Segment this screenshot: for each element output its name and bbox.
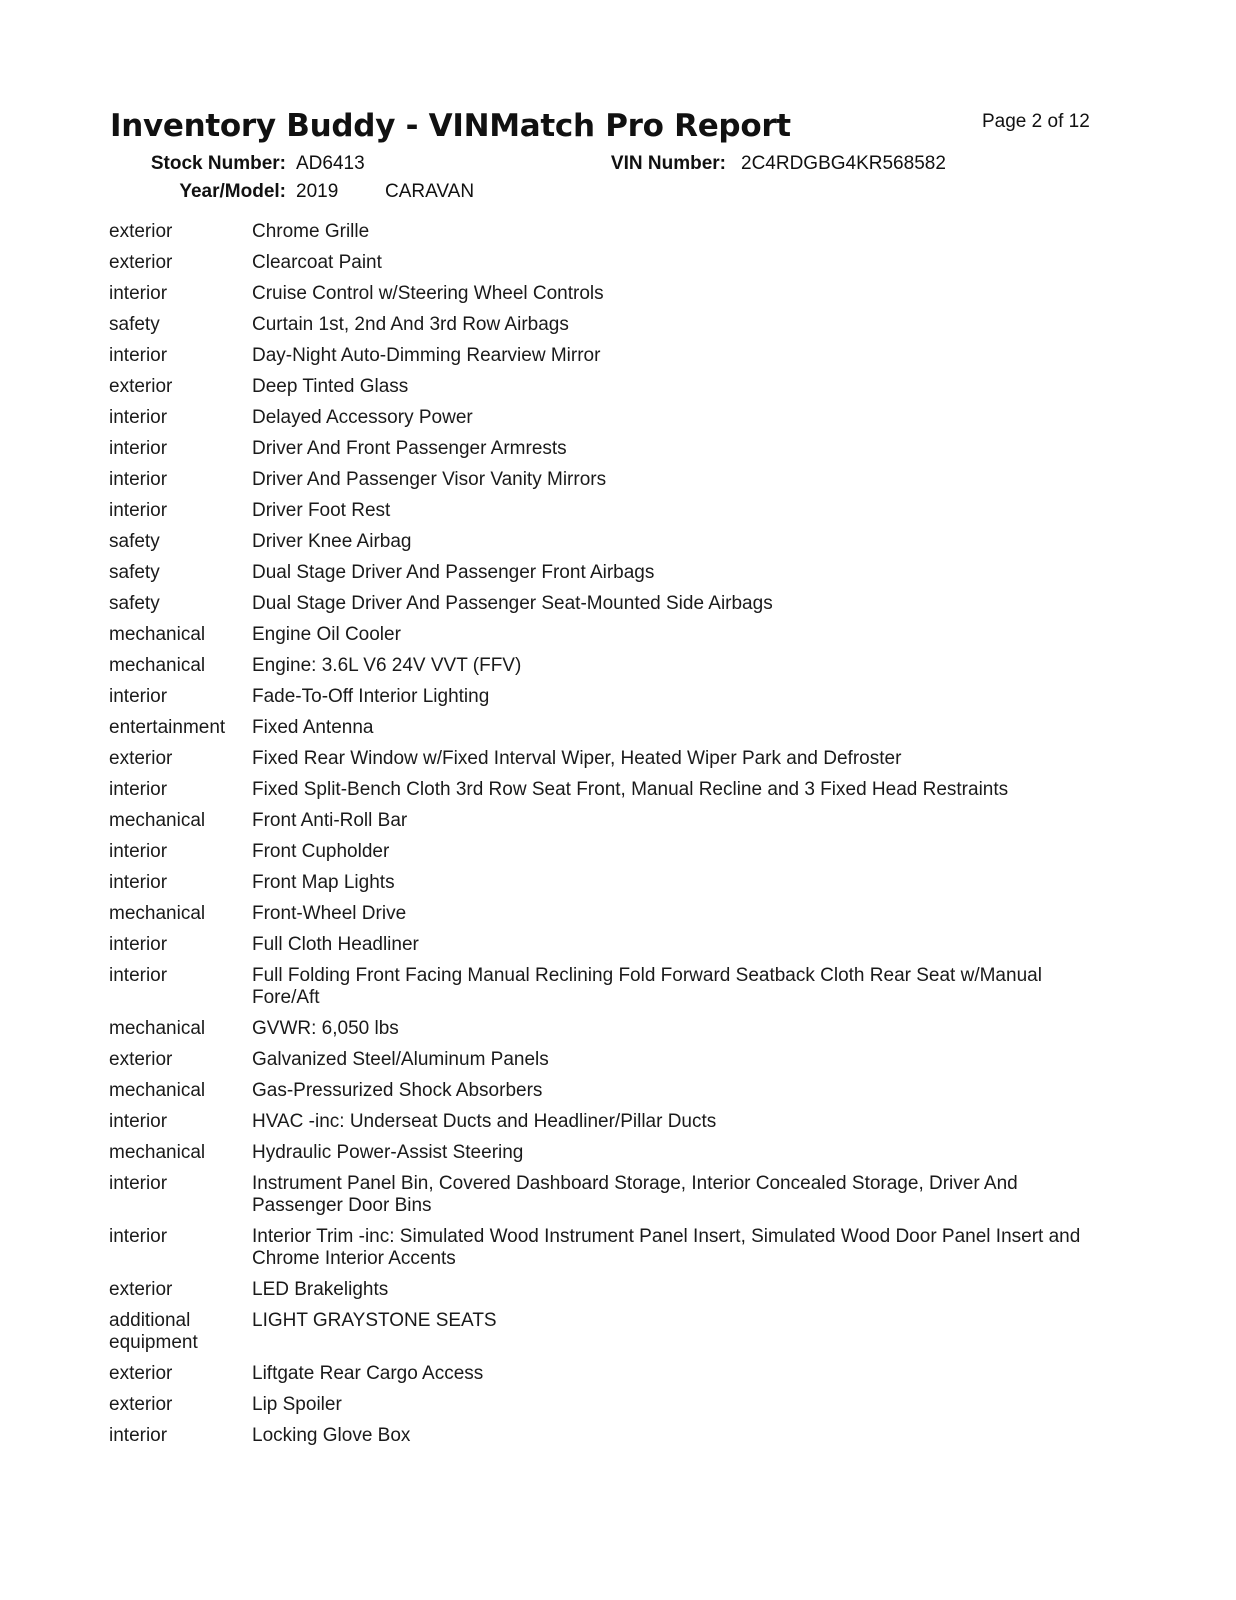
feature-name: Liftgate Rear Cargo Access	[252, 1363, 484, 1384]
feature-name: Cruise Control w/Steering Wheel Controls	[252, 283, 604, 304]
feature-name: Delayed Accessory Power	[252, 407, 473, 428]
feature-category: interior	[109, 407, 168, 428]
feature-row	[109, 837, 1109, 868]
model-value: CARAVAN	[385, 181, 475, 202]
stock-number-label: Stock Number:	[150, 153, 286, 174]
feature-row	[109, 558, 1109, 589]
vin-number-value: 2C4RDGBG4KR568582	[741, 153, 946, 174]
feature-category: interior	[109, 965, 168, 986]
feature-row	[109, 1014, 1109, 1045]
feature-row	[109, 310, 1109, 341]
feature-name: Clearcoat Paint	[252, 252, 382, 273]
feature-row	[109, 279, 1109, 310]
feature-row	[109, 620, 1109, 651]
feature-name: Lip Spoiler	[252, 1394, 342, 1415]
feature-row	[109, 868, 1109, 899]
feature-category: interior	[109, 841, 168, 862]
feature-category: additional equipment	[109, 1310, 198, 1353]
feature-category: exterior	[109, 376, 173, 397]
feature-name: LIGHT GRAYSTONE SEATS	[252, 1310, 497, 1331]
feature-row	[109, 248, 1109, 279]
feature-category: mechanical	[109, 655, 206, 676]
feature-category: exterior	[109, 1279, 173, 1300]
feature-row	[109, 930, 1109, 961]
feature-row	[109, 217, 1109, 248]
feature-row	[109, 899, 1109, 930]
feature-name: Engine: 3.6L V6 24V VVT (FFV)	[252, 655, 522, 676]
stock-number-value: AD6413	[296, 153, 365, 174]
feature-name: Day-Night Auto-Dimming Rearview Mirror	[252, 345, 601, 366]
feature-row	[109, 744, 1109, 775]
feature-row	[109, 527, 1109, 558]
feature-name: GVWR: 6,050 lbs	[252, 1018, 399, 1039]
feature-name: Fade-To-Off Interior Lighting	[252, 686, 490, 707]
feature-row	[109, 1138, 1109, 1169]
feature-row	[109, 1390, 1109, 1421]
feature-category: mechanical	[109, 1142, 206, 1163]
feature-category: interior	[109, 686, 168, 707]
feature-category: entertainment	[109, 717, 226, 738]
feature-category: interior	[109, 345, 168, 366]
feature-row	[109, 1045, 1109, 1076]
feature-name: Dual Stage Driver And Passenger Front Airbags	[252, 562, 655, 583]
feature-row	[109, 589, 1109, 620]
feature-name: Full Cloth Headliner	[252, 934, 419, 955]
feature-name: Fixed Antenna	[252, 717, 374, 738]
feature-name: Fixed Rear Window w/Fixed Interval Wiper, Heated Wiper Park and Defroster	[252, 748, 902, 769]
feature-row	[109, 1107, 1109, 1138]
feature-row	[109, 775, 1109, 806]
feature-category: interior	[109, 1111, 168, 1132]
feature-row	[109, 651, 1109, 682]
feature-category: interior	[109, 469, 168, 490]
feature-name: Front-Wheel Drive	[252, 903, 407, 924]
feature-row	[109, 1359, 1109, 1390]
feature-name: Locking Glove Box	[252, 1425, 411, 1446]
vin-number-label: VIN Number:	[610, 153, 726, 174]
feature-row	[109, 1169, 1109, 1222]
year-model-label: Year/Model:	[179, 181, 286, 202]
feature-row	[109, 682, 1109, 713]
feature-category: safety	[109, 314, 160, 335]
feature-category: mechanical	[109, 1018, 206, 1039]
feature-name: Chrome Grille	[252, 221, 370, 242]
feature-category: exterior	[109, 1394, 173, 1415]
feature-name: Driver And Front Passenger Armrests	[252, 438, 567, 459]
feature-row	[109, 434, 1109, 465]
feature-name: Driver Foot Rest	[252, 500, 391, 521]
feature-name: Gas-Pressurized Shock Absorbers	[252, 1080, 543, 1101]
feature-category: exterior	[109, 1363, 173, 1384]
feature-row	[109, 1076, 1109, 1107]
feature-row	[109, 372, 1109, 403]
feature-category: interior	[109, 1425, 168, 1446]
feature-row	[109, 1306, 1109, 1359]
feature-row	[109, 465, 1109, 496]
feature-category: exterior	[109, 221, 173, 242]
feature-name: Curtain 1st, 2nd And 3rd Row Airbags	[252, 314, 569, 335]
feature-name: Fixed Split-Bench Cloth 3rd Row Seat Front, Manual Recline and 3 Fixed Head Restraints	[252, 779, 1009, 800]
feature-row	[109, 1421, 1109, 1452]
feature-category: exterior	[109, 748, 173, 769]
feature-row	[109, 341, 1109, 372]
feature-category: mechanical	[109, 810, 206, 831]
feature-name: Dual Stage Driver And Passenger Seat-Mounted Side Airbags	[252, 593, 773, 614]
feature-category: mechanical	[109, 624, 206, 645]
feature-name: Hydraulic Power-Assist Steering	[252, 1142, 524, 1163]
report-title: Inventory Buddy - VINMatch Pro Report	[110, 108, 791, 144]
feature-category: exterior	[109, 1049, 173, 1070]
feature-name: Deep Tinted Glass	[252, 376, 409, 397]
feature-name: HVAC -inc: Underseat Ducts and Headliner/Pillar Ducts	[252, 1111, 717, 1132]
feature-name: Front Cupholder	[252, 841, 390, 862]
feature-name: Driver And Passenger Visor Vanity Mirrors	[252, 469, 607, 490]
page-indicator: Page 2 of 12	[982, 111, 1090, 132]
year-value: 2019	[296, 181, 339, 202]
feature-category: interior	[109, 1173, 168, 1194]
feature-name: Engine Oil Cooler	[252, 624, 401, 645]
feature-row	[109, 403, 1109, 434]
feature-category: interior	[109, 500, 168, 521]
feature-category: interior	[109, 283, 168, 304]
feature-category: interior	[109, 1226, 168, 1247]
feature-name: Driver Knee Airbag	[252, 531, 412, 552]
feature-name: Front Map Lights	[252, 872, 395, 893]
feature-category: safety	[109, 593, 160, 614]
feature-row	[109, 1222, 1109, 1275]
feature-row	[109, 806, 1109, 837]
feature-category: safety	[109, 562, 160, 583]
feature-row	[109, 713, 1109, 744]
feature-category: mechanical	[109, 1080, 206, 1101]
feature-category: safety	[109, 531, 160, 552]
feature-list	[109, 217, 1109, 1452]
feature-category: mechanical	[109, 903, 206, 924]
feature-row	[109, 1275, 1109, 1306]
feature-category: interior	[109, 872, 168, 893]
feature-row	[109, 496, 1109, 527]
feature-name: Front Anti-Roll Bar	[252, 810, 408, 831]
feature-category: interior	[109, 438, 168, 459]
feature-category: interior	[109, 779, 168, 800]
feature-name: Interior Trim -inc: Simulated Wood Instrument Panel Insert, Simulated Wood Door Panel Insert and Chrome Interior Accents	[252, 1226, 1081, 1269]
feature-name: Galvanized Steel/Aluminum Panels	[252, 1049, 549, 1070]
feature-name: Instrument Panel Bin, Covered Dashboard Storage, Interior Concealed Storage, Driver And Passenger Door Bins	[252, 1173, 1018, 1216]
feature-category: interior	[109, 934, 168, 955]
feature-name: LED Brakelights	[252, 1279, 389, 1300]
feature-category: exterior	[109, 252, 173, 273]
feature-name: Full Folding Front Facing Manual Reclining Fold Forward Seatback Cloth Rear Seat w/Manual Fore/Aft	[252, 965, 1042, 1008]
feature-row	[109, 961, 1109, 1014]
